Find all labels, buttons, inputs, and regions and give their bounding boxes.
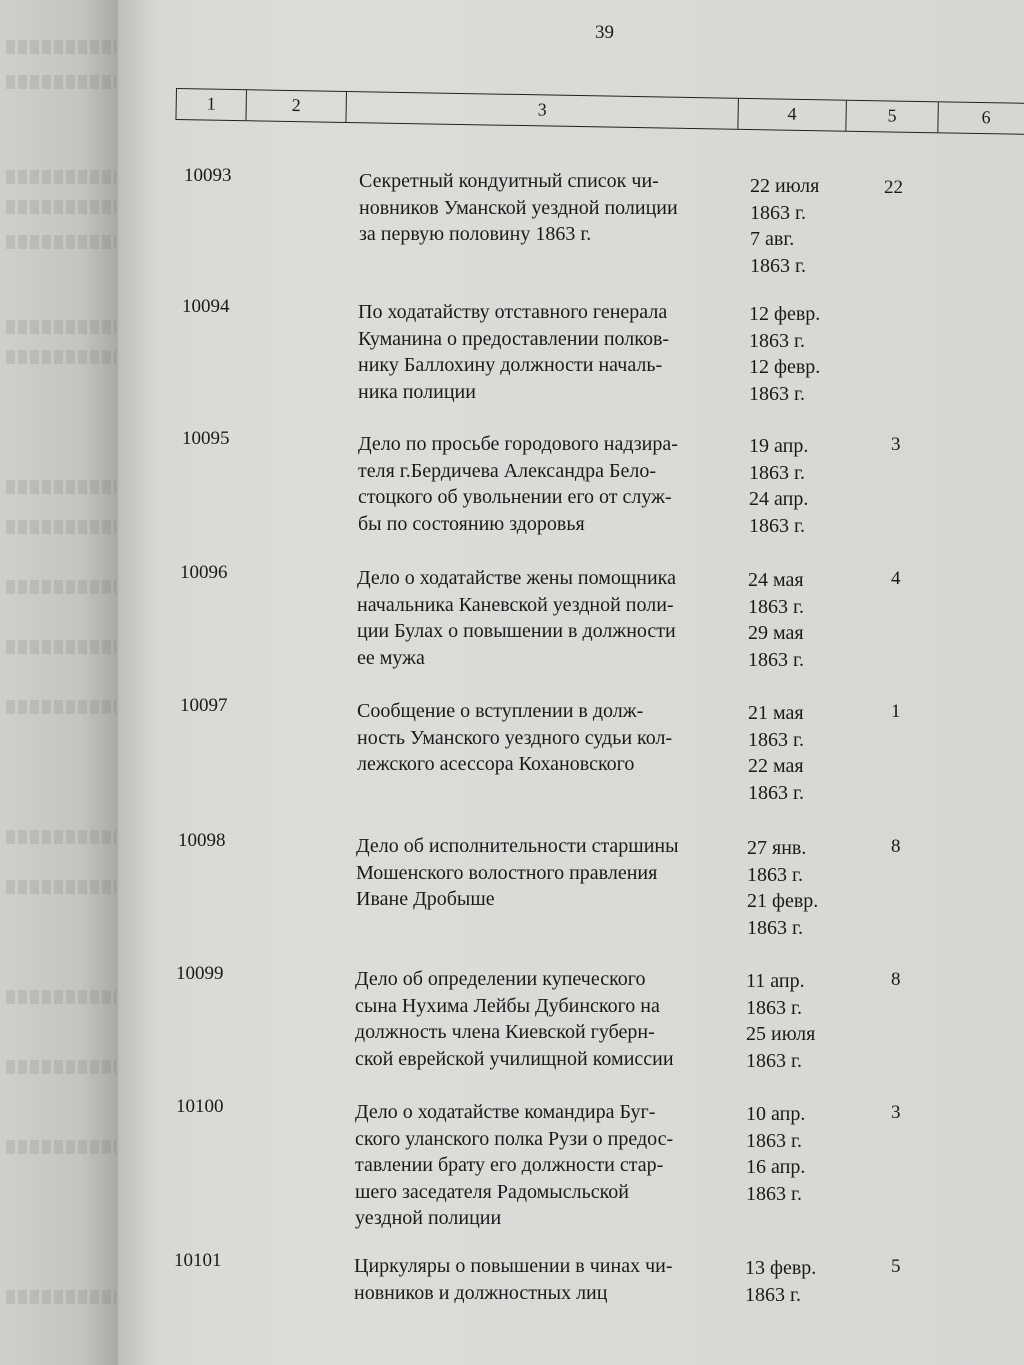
row-title-line: бы по состоянию здоровья bbox=[358, 512, 585, 535]
header-col-5: 5 bbox=[846, 101, 939, 133]
row-sheet-count: 5 bbox=[891, 1256, 901, 1277]
row-title-line: должность члена Киевской губерн- bbox=[355, 1021, 655, 1043]
row-title-line: Сообщение о вступлении в долж- bbox=[357, 700, 644, 722]
row-sheet-count: 8 bbox=[891, 969, 901, 990]
header-col-4: 4 bbox=[738, 99, 847, 131]
row-title-line: ского уланского полка Рузи о предос- bbox=[355, 1127, 674, 1150]
row-date-line: 1863 г. bbox=[746, 1049, 802, 1072]
header-col-3: 3 bbox=[346, 92, 738, 129]
row-date-line: 16 апр. bbox=[746, 1156, 806, 1178]
row-date-line: 1863 г. bbox=[748, 648, 804, 671]
row-date-line: 19 апр. bbox=[749, 435, 809, 457]
row-date-line: 13 февр. bbox=[745, 1257, 817, 1279]
row-title-line: шего заседателя Радомысльской bbox=[355, 1180, 629, 1203]
row-dates bbox=[747, 835, 818, 941]
row-title-line: сына Нухима Лейбы Дубинского на bbox=[355, 994, 660, 1017]
row-date-line: 24 мая bbox=[748, 569, 804, 591]
row-sheet-count: 8 bbox=[891, 836, 901, 857]
row-title-line: Дело о ходатайстве жены помощника bbox=[357, 567, 676, 589]
row-title bbox=[354, 1253, 734, 1306]
row-number: 10099 bbox=[176, 963, 224, 984]
row-title-line: ции Булах о повышении в должности bbox=[357, 620, 676, 642]
row-title-line: нику Баллохину должности началь- bbox=[358, 354, 663, 376]
row-number: 10098 bbox=[178, 830, 226, 851]
row-date-line: 1863 г. bbox=[749, 514, 805, 537]
row-date-line: 24 апр. bbox=[749, 488, 809, 510]
row-date-line: 11 апр. bbox=[746, 970, 805, 992]
row-title bbox=[355, 966, 735, 1072]
row-title-line: Дело об определении купеческого bbox=[355, 968, 646, 990]
row-title-line: уездной полиции bbox=[355, 1207, 502, 1229]
row-dates bbox=[746, 968, 815, 1074]
row-title-line: Мошенского волостного правления bbox=[356, 861, 658, 884]
row-date-line: 1863 г. bbox=[747, 863, 803, 886]
row-date-line: 21 мая bbox=[748, 702, 804, 724]
row-date-line: 7 авг. bbox=[750, 228, 795, 250]
row-title bbox=[359, 168, 739, 248]
row-number: 10096 bbox=[180, 562, 228, 583]
row-date-line: 29 мая bbox=[748, 622, 804, 644]
page-number: 39 bbox=[595, 22, 614, 43]
header-col-6: 6 bbox=[981, 107, 991, 128]
row-date-line: 1863 г. bbox=[748, 595, 804, 618]
row-title-line: Куманина о предоставлении полков- bbox=[358, 327, 670, 350]
row-date-line: 1863 г. bbox=[746, 1129, 802, 1152]
row-title-line: По ходатайству отставного генерала bbox=[358, 301, 668, 323]
row-title-line: Дело по просьбе городового надзира- bbox=[358, 433, 678, 455]
row-date-line: 1863 г. bbox=[750, 201, 806, 224]
row-title-line: ской еврейской училищной комиссии bbox=[355, 1047, 674, 1070]
row-date-line: 25 июля bbox=[746, 1023, 816, 1045]
row-title-line: тавлении брату его должности стар- bbox=[355, 1154, 664, 1176]
row-sheet-count: 22 bbox=[884, 177, 903, 198]
row-date-line: 12 февр. bbox=[749, 303, 821, 325]
row-date-line: 1863 г. bbox=[746, 1182, 802, 1205]
row-date-line: 27 янв. bbox=[747, 837, 807, 859]
row-title-line: стоцкого об увольнении его от служ- bbox=[358, 486, 672, 508]
row-title bbox=[355, 1099, 735, 1232]
row-dates bbox=[748, 567, 804, 673]
row-title bbox=[358, 299, 738, 405]
row-title bbox=[357, 698, 737, 778]
row-title bbox=[358, 431, 738, 537]
row-title-line: теля г.Бердичева Александра Бело- bbox=[358, 459, 656, 482]
row-dates bbox=[750, 173, 819, 279]
row-title-line: Иване Дробыше bbox=[356, 888, 495, 910]
row-title bbox=[356, 833, 736, 913]
row-title-line: Секретный кондуитный список чи- bbox=[359, 170, 659, 192]
row-title-line: Дело о ходатайстве командира Буг- bbox=[355, 1101, 656, 1123]
row-title-line: начальника Каневской уездной поли- bbox=[357, 593, 674, 616]
row-dates bbox=[749, 433, 808, 539]
row-date-line: 10 апр. bbox=[746, 1103, 806, 1125]
row-number: 10100 bbox=[176, 1096, 224, 1117]
row-date-line: 1863 г. bbox=[747, 916, 803, 939]
row-date-line: 1863 г. bbox=[748, 781, 804, 804]
row-date-line: 22 мая bbox=[748, 755, 804, 777]
row-date-line: 1863 г. bbox=[749, 382, 805, 405]
row-title-line: Дело об исполнительности старшины bbox=[356, 835, 679, 857]
row-title-line: ее мужа bbox=[357, 646, 425, 669]
row-title-line: ность Уманского уездного судьи кол- bbox=[357, 726, 673, 749]
row-dates bbox=[746, 1101, 805, 1207]
row-title-line: Циркуляры о повышении в чинах чи- bbox=[354, 1255, 673, 1277]
header-col-1: 1 bbox=[176, 89, 247, 120]
row-number: 10097 bbox=[180, 695, 228, 716]
row-sheet-count: 3 bbox=[891, 1102, 901, 1123]
row-title bbox=[357, 565, 737, 671]
row-date-line: 1863 г. bbox=[748, 728, 804, 751]
row-dates bbox=[749, 301, 820, 407]
row-title-line: новников и должностных лиц bbox=[354, 1281, 608, 1304]
row-dates bbox=[748, 700, 804, 806]
row-number: 10101 bbox=[174, 1250, 222, 1271]
row-date-line: 1863 г. bbox=[749, 461, 805, 484]
row-date-line: 1863 г. bbox=[750, 254, 806, 277]
row-number: 10094 bbox=[182, 296, 230, 317]
row-date-line: 1863 г. bbox=[746, 996, 802, 1019]
row-sheet-count: 4 bbox=[891, 568, 901, 589]
header-col-2: 2 bbox=[246, 90, 347, 122]
row-number: 10095 bbox=[182, 428, 230, 449]
row-sheet-count: 1 bbox=[891, 701, 901, 722]
row-title-line: за первую половину 1863 г. bbox=[359, 223, 592, 245]
row-date-line: 12 февр. bbox=[749, 356, 821, 378]
row-date-line: 1863 г. bbox=[749, 329, 805, 352]
row-number: 10093 bbox=[184, 165, 232, 186]
row-title-line: лежского асессора Кохановского bbox=[357, 753, 635, 775]
row-title-line: новников Уманской уездной полиции bbox=[359, 196, 678, 219]
row-date-line: 1863 г. bbox=[745, 1283, 801, 1306]
row-date-line: 22 июля bbox=[750, 175, 820, 197]
row-dates bbox=[745, 1255, 816, 1308]
row-sheet-count: 3 bbox=[891, 434, 901, 455]
row-date-line: 21 февр. bbox=[747, 890, 819, 912]
row-title-line: ника полиции bbox=[358, 380, 476, 403]
